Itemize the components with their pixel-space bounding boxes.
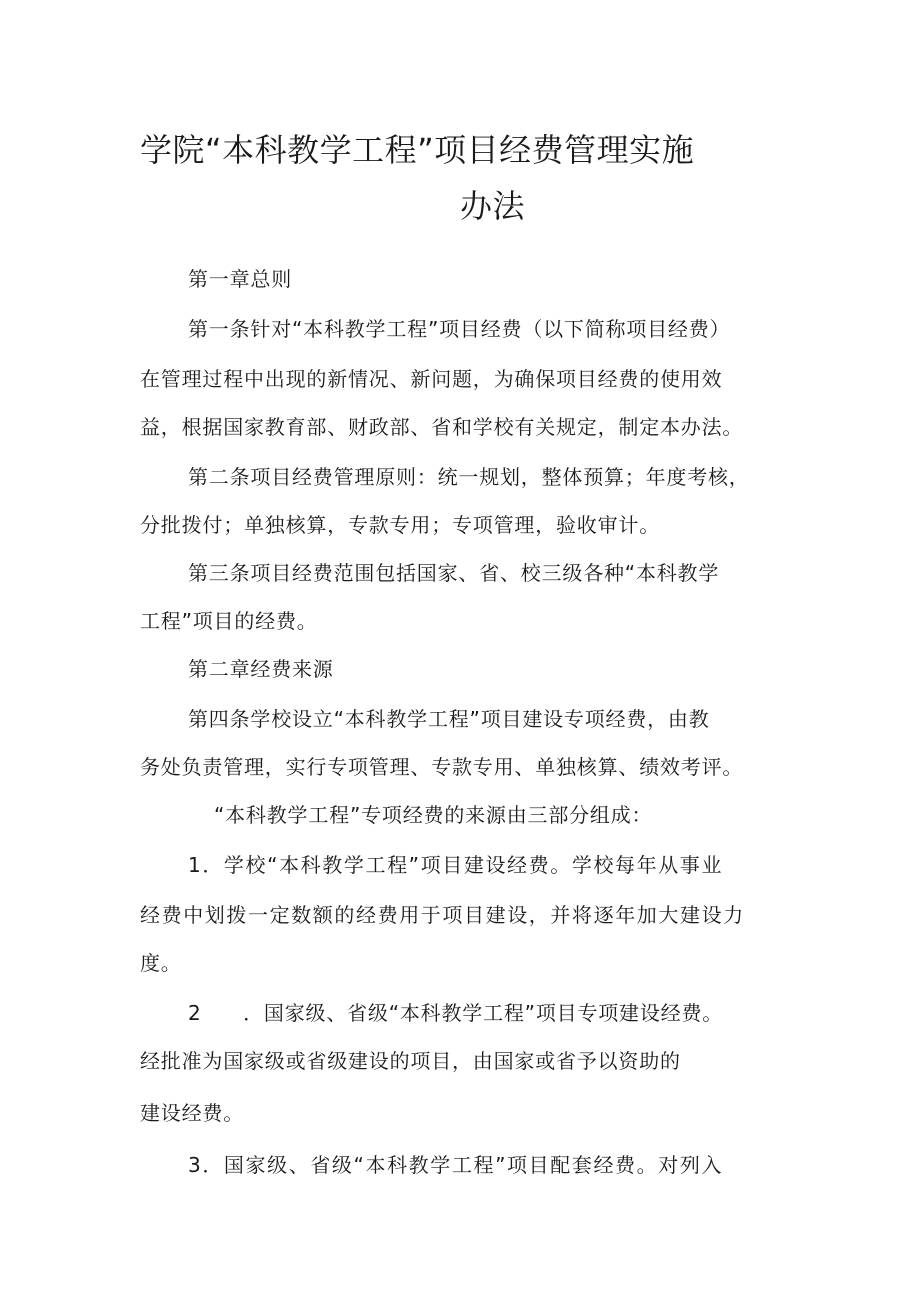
source-1-line-3: 度。 [140, 951, 182, 975]
article-4-line-1: 第四条学校设立“本科教学工程”项目建设专项经费，由教 [188, 707, 710, 731]
article-3-line-1: 第三条项目经费范围包括国家、省、校三级各种“本科教学 [188, 561, 720, 585]
article-2-line-2: 分批拨付；单独核算，专款专用；专项管理，验收审计。 [140, 513, 660, 537]
funding-sources-intro: “本科教学工程”专项经费的来源由三部分组成： [214, 803, 653, 827]
source-1-line-1: 1．学校“本科教学工程”项目建设经费。学校每年从事业 [188, 853, 724, 877]
article-1-line-3: 益，根据国家教育部、财政部、省和学校有关规定，制定本办法。 [140, 415, 744, 439]
source-1-line-2: 经费中划拨一定数额的经费用于项目建设，并将逐年加大建设力 [140, 903, 745, 927]
article-1-line-1: 第一条针对“本科教学工程”项目经费（以下简称项目经费） [188, 317, 731, 341]
article-3-line-2: 工程”项目的经费。 [140, 609, 318, 633]
article-1-line-2: 在管理过程中出现的新情况、新问题，为确保项目经费的使用效 [140, 367, 723, 391]
article-2-line-1: 第二条项目经费管理原则：统一规划，整体预算；年度考核， [188, 465, 750, 489]
source-3-line-1: 3．国家级、省级“本科教学工程”项目配套经费。对列入 [188, 1153, 724, 1177]
source-2-line-3: 建设经费。 [140, 1101, 244, 1125]
source-2-line-1: 2 ．国家级、省级“本科教学工程”项目专项建设经费。 [188, 1001, 724, 1025]
chapter-heading-1: 第一章总则 [188, 267, 292, 291]
source-2-line-2: 经批准为国家级或省级建设的项目，由国家或省予以资助的 [140, 1049, 681, 1073]
document-title-line-1: 学院“本科教学工程”项目经费管理实施 [140, 131, 695, 169]
document-title-line-2: 办法 [460, 187, 526, 225]
chapter-heading-2: 第二章经费来源 [188, 657, 334, 681]
article-4-line-2: 务处负责管理，实行专项管理、专款专用、单独核算、绩效考评。 [140, 755, 744, 779]
